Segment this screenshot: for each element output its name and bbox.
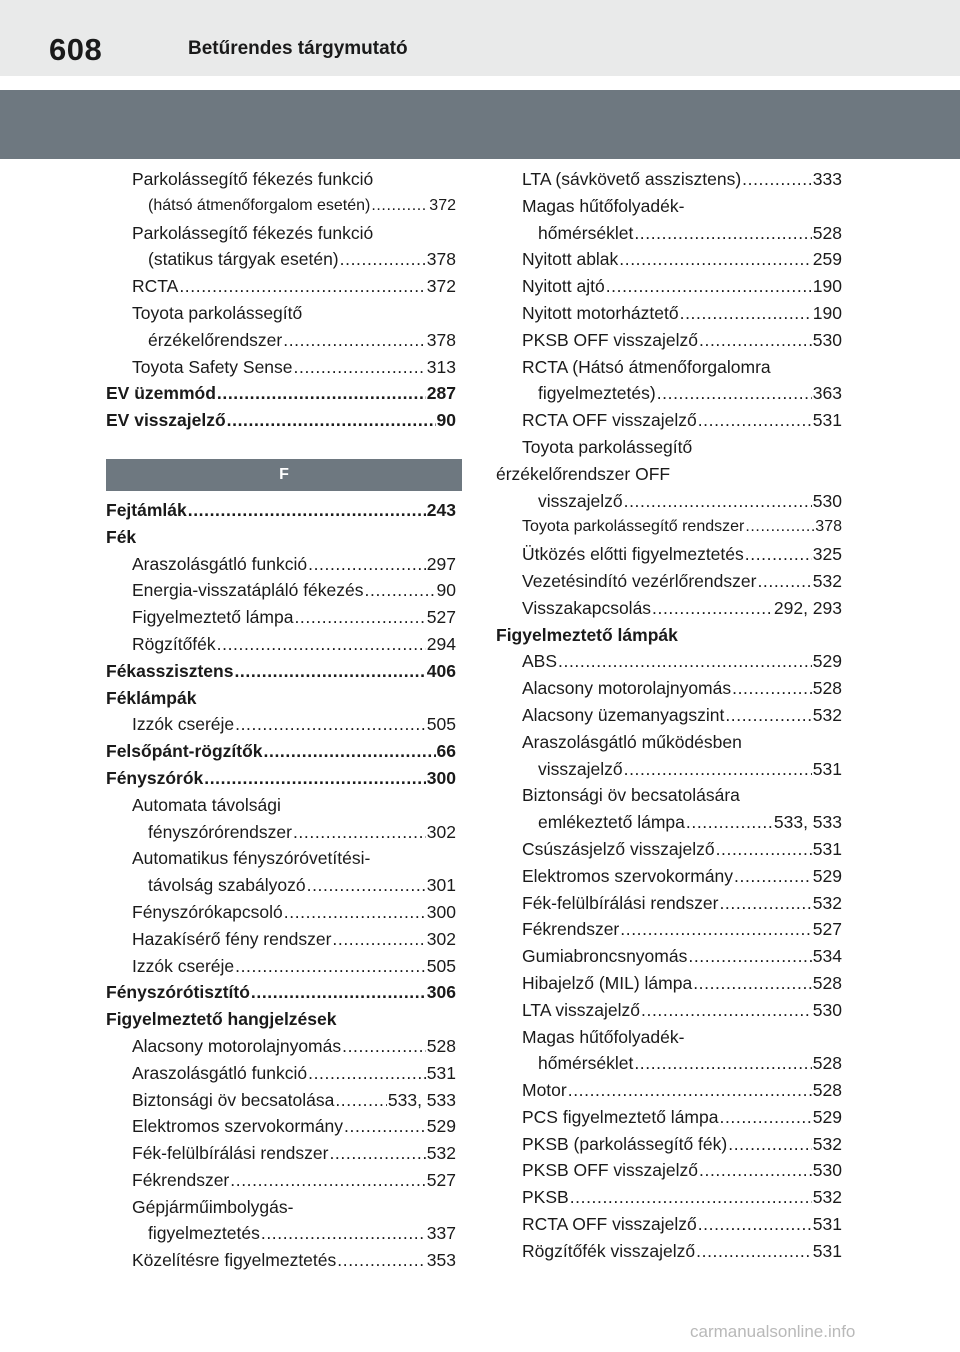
entry-label: Energia-visszatápláló fékezés xyxy=(132,580,364,601)
index-main-entry xyxy=(106,497,456,524)
dot-leader xyxy=(337,1247,426,1274)
entry-label: hőmérséklet xyxy=(538,222,634,243)
dot-leader xyxy=(728,1131,812,1158)
entry-label: Araszolásgátló funkció xyxy=(132,1062,308,1083)
entry-label: Fényszórók xyxy=(106,767,204,788)
dot-leader xyxy=(698,407,812,434)
entry-label: Nyitott ajtó xyxy=(522,276,605,297)
index-entry xyxy=(496,809,842,836)
dot-leader xyxy=(235,711,426,738)
index-entry xyxy=(106,872,456,899)
dot-leader xyxy=(725,702,811,729)
page-ref: 532 xyxy=(812,1133,842,1154)
page-ref: 363 xyxy=(812,383,842,404)
dot-leader xyxy=(371,193,428,220)
index-entry xyxy=(496,327,842,354)
page-ref: 302 xyxy=(426,928,456,949)
dot-leader xyxy=(634,220,811,247)
page-ref: 353 xyxy=(426,1250,456,1271)
entry-label: RCTA OFF visszajelző xyxy=(522,410,697,431)
entry-label: figyelmeztetés xyxy=(148,1223,260,1244)
index-heading: Féklámpák xyxy=(106,687,197,708)
index-subentry: Automatikus fényszóróvetítési- xyxy=(132,848,371,869)
entry-label: PKSB (parkolássegítő fék) xyxy=(522,1133,728,1154)
page-ref: 90 xyxy=(436,580,456,601)
dot-leader xyxy=(283,327,426,354)
dot-leader xyxy=(719,1104,811,1131)
index-entry xyxy=(496,1131,842,1158)
index-entry xyxy=(106,273,456,300)
page-ref: 529 xyxy=(812,651,842,672)
dot-leader xyxy=(699,1157,812,1184)
page-ref: 287 xyxy=(426,383,456,404)
dot-leader xyxy=(634,1050,811,1077)
page-ref: 243 xyxy=(426,499,456,520)
index-subentry: érzékelőrendszer OFF xyxy=(496,463,671,484)
index-entry xyxy=(496,595,842,622)
page-ref: 297 xyxy=(426,553,456,574)
page-ref: 529 xyxy=(812,865,842,886)
dot-leader xyxy=(188,497,426,524)
entry-label: RCTA OFF visszajelző xyxy=(522,1214,697,1235)
index-column-left xyxy=(106,166,456,1274)
dot-leader xyxy=(745,541,812,568)
index-entry xyxy=(106,1113,456,1140)
page-ref: 533, 533 xyxy=(387,1089,456,1110)
index-entry xyxy=(496,1211,842,1238)
page-ref: 190 xyxy=(812,302,842,323)
dot-leader xyxy=(179,273,425,300)
index-subentry: Automata távolsági xyxy=(132,794,281,815)
page-ref: 325 xyxy=(812,544,842,565)
index-main-entry xyxy=(106,765,456,792)
dot-leader xyxy=(624,756,812,783)
index-entry xyxy=(106,1140,456,1167)
index-entry xyxy=(496,380,842,407)
left-entries-before-f xyxy=(106,166,456,434)
dot-leader xyxy=(619,246,812,273)
page-ref: 530 xyxy=(812,490,842,511)
letter-heading-f: F xyxy=(106,459,462,491)
index-subentry: Gépjárműimbolygás- xyxy=(132,1196,294,1217)
dot-leader xyxy=(558,648,812,675)
index-entry xyxy=(496,648,842,675)
entry-label: Elektromos szervokormány xyxy=(132,1116,344,1137)
page-ref: 294 xyxy=(426,633,456,654)
index-entry xyxy=(496,1050,842,1077)
entry-label: Hazakísérő fény rendszer xyxy=(132,928,332,949)
page-ref: 531 xyxy=(812,1240,842,1261)
page-ref: 259 xyxy=(812,249,842,270)
index-entry xyxy=(496,836,842,863)
entry-label: Toyota parkolássegítő rendszer xyxy=(522,518,745,536)
page-ref: 300 xyxy=(426,901,456,922)
index-entry xyxy=(496,568,842,595)
index-entry xyxy=(106,1167,456,1194)
entry-label: Vezetésindító vezérlőrendszer xyxy=(522,570,757,591)
page-ref: 532 xyxy=(426,1143,456,1164)
dot-leader xyxy=(680,300,812,327)
index-entry xyxy=(496,1184,842,1211)
index-entry xyxy=(106,193,456,220)
index-entry xyxy=(496,1238,842,1265)
left-entries-after-f xyxy=(106,497,456,1274)
page-ref: 306 xyxy=(426,982,456,1003)
entry-label: Fényszórókapcsoló xyxy=(132,901,283,922)
entry-label: EV visszajelző xyxy=(106,410,226,431)
dot-leader xyxy=(652,595,773,622)
dot-leader xyxy=(308,1060,426,1087)
index-entry xyxy=(496,756,842,783)
index-column-right xyxy=(496,166,842,1265)
page-ref: 528 xyxy=(426,1035,456,1056)
dot-leader xyxy=(234,658,425,685)
page-ref: 313 xyxy=(426,356,456,377)
entry-label: visszajelző xyxy=(538,758,623,779)
entry-label: Fékrendszer xyxy=(522,919,620,940)
index-entry xyxy=(496,273,842,300)
index-entry xyxy=(496,675,842,702)
dot-leader xyxy=(308,551,426,578)
page-ref: 531 xyxy=(812,838,842,859)
index-subentry: Araszolásgátló működésben xyxy=(522,731,742,752)
page-ref: 532 xyxy=(812,704,842,725)
entry-label: érzékelőrendszer xyxy=(148,329,283,350)
page-ref: 372 xyxy=(426,276,456,297)
page-ref: 532 xyxy=(812,1187,842,1208)
entry-label: PKSB xyxy=(522,1187,569,1208)
index-entry xyxy=(496,702,842,729)
dot-leader xyxy=(261,1220,426,1247)
index-subentry: Parkolássegítő fékezés funkció xyxy=(132,169,374,189)
page-ref: 90 xyxy=(436,410,456,431)
index-entry xyxy=(106,711,456,738)
page-ref: 302 xyxy=(426,821,456,842)
page-ref: 378 xyxy=(815,518,842,536)
index-subentry: Magas hűtőfolyadék- xyxy=(522,1026,685,1047)
page-ref: 531 xyxy=(426,1062,456,1083)
entry-label: Csúszásjelző visszajelző xyxy=(522,838,715,859)
dot-leader xyxy=(365,577,436,604)
entry-label: Rögzítőfék visszajelző xyxy=(522,1240,696,1261)
index-entry xyxy=(106,327,456,354)
index-heading: Fék xyxy=(106,526,137,547)
entry-label: Fékrendszer xyxy=(132,1169,230,1190)
right-entries xyxy=(496,166,842,1265)
entry-label: Nyitott ablak xyxy=(522,249,619,270)
index-heading: Figyelmeztető lámpák xyxy=(496,624,678,645)
section-title: Betűrendes tárgymutató xyxy=(188,38,408,59)
dot-leader xyxy=(235,953,426,980)
dot-leader xyxy=(620,916,812,943)
entry-label: Fék-felülbírálási rendszer xyxy=(522,892,719,913)
page-ref: 378 xyxy=(426,249,456,270)
index-main-entry xyxy=(106,738,456,765)
entry-label: PCS figyelmeztető lámpa xyxy=(522,1106,719,1127)
entry-label: LTA visszajelző xyxy=(522,999,641,1020)
index-entry xyxy=(106,577,456,604)
index-entry xyxy=(106,1087,456,1114)
index-entry xyxy=(496,166,842,193)
page-ref: 378 xyxy=(426,329,456,350)
index-entry xyxy=(496,970,842,997)
dot-leader xyxy=(568,1077,812,1104)
dot-leader xyxy=(217,380,426,407)
index-entry xyxy=(106,246,456,273)
index-entry xyxy=(106,926,456,953)
index-entry xyxy=(496,220,842,247)
entry-label: Motor xyxy=(522,1080,567,1101)
index-entry xyxy=(106,631,456,658)
dot-leader xyxy=(570,1184,812,1211)
page-ref: 190 xyxy=(812,276,842,297)
dot-leader xyxy=(204,765,426,792)
dot-leader xyxy=(742,166,812,193)
page-ref: 333 xyxy=(812,169,842,189)
dot-leader xyxy=(227,407,436,434)
index-subentry: RCTA (Hátsó átmenőforgalomra xyxy=(522,356,771,377)
page-ref: 528 xyxy=(812,678,842,699)
index-entry xyxy=(106,1220,456,1247)
dot-leader xyxy=(745,514,814,541)
dot-leader xyxy=(686,809,773,836)
dot-leader xyxy=(329,1140,425,1167)
dot-leader xyxy=(335,1087,387,1114)
page-ref: 292, 293 xyxy=(773,597,842,618)
index-main-entry xyxy=(106,407,456,434)
dot-leader xyxy=(606,273,812,300)
page-ref: 300 xyxy=(426,767,456,788)
dot-leader xyxy=(734,863,812,890)
entry-label: ABS xyxy=(522,651,558,672)
index-entry xyxy=(496,300,842,327)
index-heading: Figyelmeztető hangjelzések xyxy=(106,1009,337,1030)
index-main-entry xyxy=(106,380,456,407)
index-entry xyxy=(106,899,456,926)
index-entry xyxy=(106,953,456,980)
page-ref: 531 xyxy=(812,758,842,779)
dot-leader xyxy=(293,819,426,846)
index-subentry: Magas hűtőfolyadék- xyxy=(522,195,685,216)
index-entry xyxy=(106,354,456,381)
page-ref: 527 xyxy=(426,1169,456,1190)
page-ref: 530 xyxy=(812,329,842,350)
entry-label: Elektromos szervokormány xyxy=(522,865,734,886)
dot-leader xyxy=(294,354,426,381)
dot-leader xyxy=(342,1033,426,1060)
index-entry xyxy=(106,551,456,578)
header-band xyxy=(0,0,960,76)
entry-label: Ütközés előtti figyelmeztetés xyxy=(522,544,744,565)
page-ref: 533, 533 xyxy=(773,812,842,833)
entry-label: Alacsony motorolajnyomás xyxy=(522,678,732,699)
page-ref: 530 xyxy=(812,999,842,1020)
page-ref: 527 xyxy=(812,919,842,940)
dot-leader xyxy=(230,1167,426,1194)
index-main-entry xyxy=(106,658,456,685)
index-entry xyxy=(496,541,842,568)
index-entry xyxy=(106,1033,456,1060)
page-ref: 528 xyxy=(812,1053,842,1074)
index-entry xyxy=(496,246,842,273)
entry-label: Rögzítőfék xyxy=(132,633,216,654)
index-entry xyxy=(496,890,842,917)
page-ref: 529 xyxy=(426,1116,456,1137)
index-entry xyxy=(496,916,842,943)
page-ref: 372 xyxy=(429,196,456,214)
entry-label: Fejtámlák xyxy=(106,499,187,520)
index-subentry: Toyota parkolássegítő xyxy=(132,302,303,323)
entry-label: EV üzemmód xyxy=(106,383,216,404)
dot-leader xyxy=(693,970,812,997)
entry-label: hőmérséklet xyxy=(538,1053,634,1074)
page-ref: 530 xyxy=(812,1160,842,1181)
dot-leader xyxy=(624,488,812,515)
index-entry xyxy=(496,1157,842,1184)
dot-leader xyxy=(344,1113,426,1140)
entry-label: LTA (sávkövető asszisztens) xyxy=(522,169,742,189)
entry-label: Közelítésre figyelmeztetés xyxy=(132,1250,337,1271)
entry-label: emlékeztető lámpa xyxy=(538,812,685,833)
page-ref: 66 xyxy=(436,741,456,762)
index-entry xyxy=(496,407,842,434)
dot-leader xyxy=(217,631,426,658)
entry-label: Fék-felülbírálási rendszer xyxy=(132,1143,329,1164)
entry-label: (statikus tárgyak esetén) xyxy=(148,249,339,270)
page-ref: 528 xyxy=(812,1080,842,1101)
index-entry xyxy=(496,997,842,1024)
page-ref: 532 xyxy=(812,570,842,591)
entry-label: Izzók cseréje xyxy=(132,955,235,976)
dot-leader xyxy=(696,1238,812,1265)
page-number: 608 xyxy=(49,32,103,67)
entry-label: fényszórórendszer xyxy=(148,821,292,842)
entry-label: Fényszórótisztító xyxy=(106,982,250,1003)
page-ref: 528 xyxy=(812,222,842,243)
index-main-entry xyxy=(106,979,456,1006)
dot-leader xyxy=(641,997,812,1024)
page-ref: 529 xyxy=(812,1106,842,1127)
page-ref: 534 xyxy=(812,946,842,967)
entry-label: távolság szabályozó xyxy=(148,875,306,896)
entry-label: Araszolásgátló funkció xyxy=(132,553,308,574)
entry-label: Felsőpánt-rögzítők xyxy=(106,741,263,762)
index-entry xyxy=(496,863,842,890)
page-ref: 527 xyxy=(426,607,456,628)
entry-label: Alacsony motorolajnyomás xyxy=(132,1035,342,1056)
dot-leader xyxy=(698,1211,812,1238)
dot-leader xyxy=(657,380,812,407)
index-entry xyxy=(106,819,456,846)
dot-leader xyxy=(699,327,812,354)
entry-label: visszajelző xyxy=(538,490,623,511)
entry-label: Visszakapcsolás xyxy=(522,597,652,618)
index-entry xyxy=(496,488,842,515)
dot-leader xyxy=(688,943,811,970)
dot-leader xyxy=(264,738,436,765)
index-entry xyxy=(496,1077,842,1104)
index-subentry: Toyota parkolássegítő xyxy=(522,436,693,457)
dot-leader xyxy=(284,899,426,926)
index-subentry: Parkolássegítő fékezés funkció xyxy=(132,222,374,243)
entry-label: Toyota Safety Sense xyxy=(132,356,293,377)
entry-label: Alacsony üzemanyagszint xyxy=(522,704,725,725)
page-ref: 505 xyxy=(426,955,456,976)
entry-label: Gumiabroncsnyomás xyxy=(522,946,688,967)
entry-label: Hibajelző (MIL) lámpa xyxy=(522,972,693,993)
entry-label: PKSB OFF visszajelző xyxy=(522,329,699,350)
index-entry xyxy=(106,1247,456,1274)
page-ref: 337 xyxy=(426,1223,456,1244)
dot-leader xyxy=(340,246,426,273)
dot-leader xyxy=(716,836,812,863)
dot-leader xyxy=(251,979,426,1006)
dot-leader xyxy=(719,890,811,917)
index-entry xyxy=(496,514,842,541)
page-ref: 531 xyxy=(812,1214,842,1235)
entry-label: RCTA xyxy=(132,276,179,297)
entry-label: (hátsó átmenőforgalom esetén) xyxy=(148,196,371,214)
page-ref: 528 xyxy=(812,972,842,993)
entry-label: Izzók cseréje xyxy=(132,714,235,735)
page-ref: 531 xyxy=(812,410,842,431)
dot-leader xyxy=(332,926,425,953)
dot-leader xyxy=(307,872,426,899)
header-bar xyxy=(0,90,960,159)
index-entry xyxy=(106,604,456,631)
dot-leader xyxy=(294,604,425,631)
entry-label: Fékasszisztens xyxy=(106,660,234,681)
entry-label: Biztonsági öv becsatolása xyxy=(132,1089,335,1110)
index-entry xyxy=(496,1104,842,1131)
entry-label: Figyelmeztető lámpa xyxy=(132,607,294,628)
dot-leader xyxy=(757,568,811,595)
dot-leader xyxy=(732,675,812,702)
entry-label: figyelmeztetés) xyxy=(538,383,656,404)
index-subentry: Biztonsági öv becsatolására xyxy=(522,785,740,806)
entry-label: PKSB OFF visszajelző xyxy=(522,1160,699,1181)
watermark: carmanualsonline.info xyxy=(690,1322,856,1341)
index-entry xyxy=(496,943,842,970)
page-ref: 532 xyxy=(812,892,842,913)
page-ref: 301 xyxy=(426,875,456,896)
page-ref: 505 xyxy=(426,714,456,735)
entry-label: Nyitott motorháztető xyxy=(522,302,679,323)
index-entry xyxy=(106,1060,456,1087)
page-ref: 406 xyxy=(426,660,456,681)
